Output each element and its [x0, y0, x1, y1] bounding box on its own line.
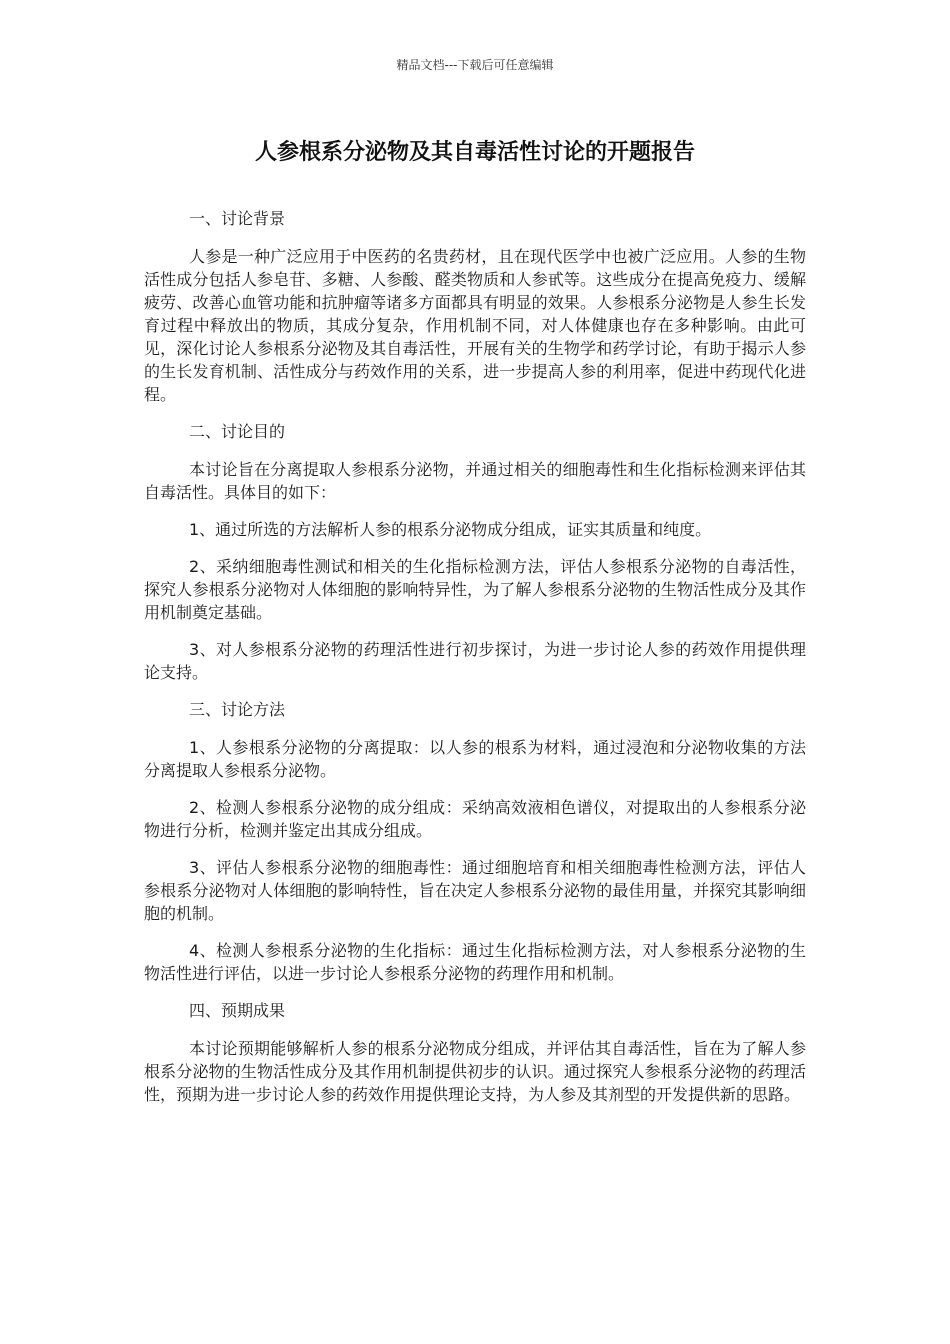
section-heading-methods: 三、讨论方法 [189, 700, 286, 719]
method-item: 1、人参根系分泌物的分离提取：以人参的根系为材料，通过浸泡和分泌物收集的方法分离提取人参根系分泌物。 [144, 738, 806, 780]
document-body [144, 207, 806, 1120]
method-item: 3、评估人参根系分泌物的细胞毒性：通过细胞培育和相关细胞毒性检测方法，评估人参根系分泌物对人体细胞的影响特性，旨在决定人参根系分泌物的最佳用量，并探究其影响细胞的机制。 [144, 858, 806, 923]
objective-item: 3、对人参根系分泌物的药理活性进行初步探讨，为进一步讨论人参的药效作用提供理论支持。 [144, 640, 806, 682]
section-heading-background: 一、讨论背景 [189, 209, 286, 228]
section-heading-outcomes: 四、预期成果 [189, 1001, 286, 1020]
section-heading-objectives: 二、讨论目的 [189, 422, 286, 441]
objective-item: 1、通过所选的方法解析人参的根系分泌物成分组成，证实其质量和纯度。 [189, 520, 712, 539]
page-header-caption: 精品文档---下载后可任意编辑 [396, 58, 554, 72]
method-item: 4、检测人参根系分泌物的生化指标：通过生化指标检测方法，对人参根系分泌物的生物活性进行评估，以进一步讨论人参根系分泌物的药理作用和机制。 [144, 941, 806, 983]
document-title: 人参根系分泌物及其自毒活性讨论的开题报告 [254, 140, 695, 165]
background-paragraph: 人参是一种广泛应用于中医药的名贵药材，且在现代医学中也被广泛应用。人参的生物活性成分包括人参皂苷、多糖、人参酸、醛类物质和人参甙等。这些成分在提高免疫力、缓解疲劳、改善心血管功能和抗肿瘤等诸多方面都具有明显的效果。人参根系分泌物是人参生长发育过程中释放出的物质，其成分复杂，作用机制不同，对人体健康也存在多种影响。由此可见，深化讨论人参根系分泌物及其自毒活性，开展有关的生物学和药学讨论，有助于揭示人参的生长发育机制、活性成分与药效作用的关系，进一步提高人参的利用率，促进中药现代化进程。 [144, 247, 806, 404]
method-item: 2、检测人参根系分泌物的成分组成：采纳高效液相色谱仪，对提取出的人参根系分泌物进行分析，检测并鉴定出其成分组成。 [144, 798, 806, 840]
outcomes-paragraph: 本讨论预期能够解析人参的根系分泌物成分组成，并评估其自毒活性，旨在为了解人参根系分泌物的生物活性成分及其作用机制提供初步的认识。通过探究人参根系分泌物的药理活性，预期为进一步讨论人参的药效作用提供理论支持，为人参及其剂型的开发提供新的思路。 [144, 1039, 806, 1104]
objective-item: 2、采纳细胞毒性测试和相关的生化指标检测方法，评估人参根系分泌物的自毒活性，探究人参根系分泌物对人体细胞的影响特异性，为了解人参根系分泌物的生物活性成分及其作用机制奠定基础。 [144, 557, 806, 622]
objectives-intro: 本讨论旨在分离提取人参根系分泌物，并通过相关的细胞毒性和生化指标检测来评估其自毒活性。具体目的如下： [144, 460, 806, 502]
